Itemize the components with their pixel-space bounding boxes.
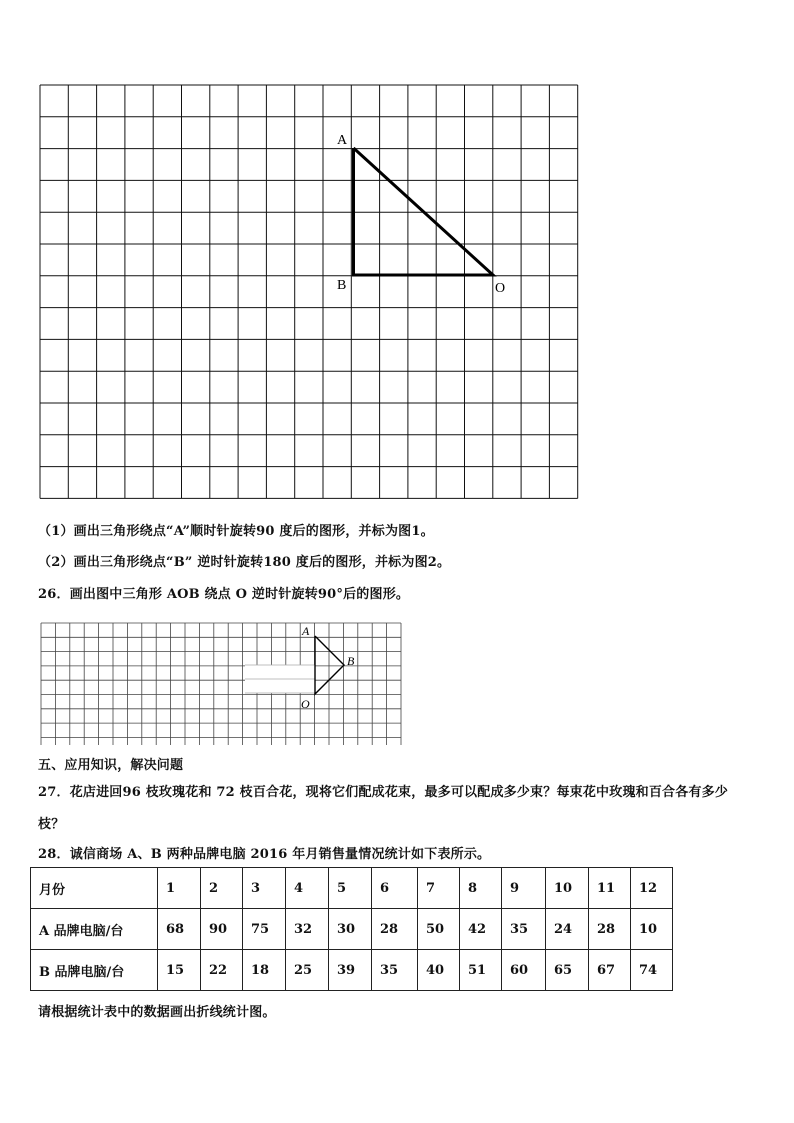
table-cell: 28: [589, 909, 631, 950]
table-cell: 11: [589, 868, 631, 909]
q28-instruction: 请根据统计表中的数据画出折线统计图。: [38, 1005, 276, 1020]
q27-line1: 27．花店进回96 枝玫瑰花和 72 枝百合花，现将它们配成花束，最多可以配成多少束？每束花中玫瑰和百合各有多少: [38, 785, 729, 800]
table-cell: 60: [502, 950, 546, 991]
triangle-aob: [315, 636, 344, 694]
table-cell: 40: [418, 950, 460, 991]
table-cell: 9: [502, 868, 546, 909]
label-b: B: [347, 654, 355, 668]
table-cell: 32: [286, 909, 329, 950]
table-cell: 39: [329, 950, 372, 991]
table-cell: 65: [546, 950, 589, 991]
table-cell: 24: [546, 909, 589, 950]
label-a: A: [302, 624, 310, 638]
table-cell: 10: [546, 868, 589, 909]
q25-part1: （1）画出三角形绕点“A”顺时针旋转90 度后的图形，并标为图1。: [38, 524, 434, 539]
table-cell: 12: [631, 868, 673, 909]
table-cell: 8: [460, 868, 502, 909]
table-cell: 3: [243, 868, 286, 909]
table-cell: 42: [460, 909, 502, 950]
grid-figure-1: [0, 0, 794, 510]
table-cell: B 品牌电脑/台: [31, 950, 158, 991]
table-cell: 月份: [31, 868, 158, 909]
q28-text: 28．诚信商场 A、B 两种品牌电脑 2016 年月销售量情况统计如下表所示。: [38, 847, 491, 862]
section-title: 五、应用知识，解决问题: [38, 758, 184, 773]
table-cell: 5: [329, 868, 372, 909]
table-cell: 10: [631, 909, 673, 950]
table-cell: A 品牌电脑/台: [31, 909, 158, 950]
table-cell: 2: [201, 868, 243, 909]
table-cell: 28: [372, 909, 418, 950]
table-row: [31, 909, 673, 950]
table-cell: 30: [329, 909, 372, 950]
table-cell: 75: [243, 909, 286, 950]
table-cell: 7: [418, 868, 460, 909]
q25-part2: （2）画出三角形绕点“B” 逆时针旋转180 度后的图形，并标为图2。: [38, 555, 451, 570]
table-cell: 74: [631, 950, 673, 991]
table-cell: 1: [158, 868, 201, 909]
label-o: O: [301, 697, 310, 711]
sales-table: [30, 867, 673, 991]
table-cell: 4: [286, 868, 329, 909]
label-a: A: [337, 133, 348, 148]
triangle-abo: [354, 148, 494, 275]
q26-text: 26．画出图中三角形 AOB 绕点 O 逆时针旋转90°后的图形。: [38, 587, 410, 602]
table-cell: 35: [502, 909, 546, 950]
table-cell: 6: [372, 868, 418, 909]
table-cell: 67: [589, 950, 631, 991]
table-cell: 15: [158, 950, 201, 991]
table-cell: 90: [201, 909, 243, 950]
label-o: O: [495, 281, 506, 296]
table-cell: 35: [372, 950, 418, 991]
table-cell: 18: [243, 950, 286, 991]
grid-figure-2: [0, 610, 794, 745]
label-b: B: [337, 278, 347, 293]
table-cell: 51: [460, 950, 502, 991]
table-cell: 68: [158, 909, 201, 950]
q27-line2: 枝？: [38, 817, 65, 832]
table-row: [31, 950, 673, 991]
table-cell: 25: [286, 950, 329, 991]
table-row: [31, 868, 673, 909]
table-cell: 22: [201, 950, 243, 991]
table-cell: 50: [418, 909, 460, 950]
